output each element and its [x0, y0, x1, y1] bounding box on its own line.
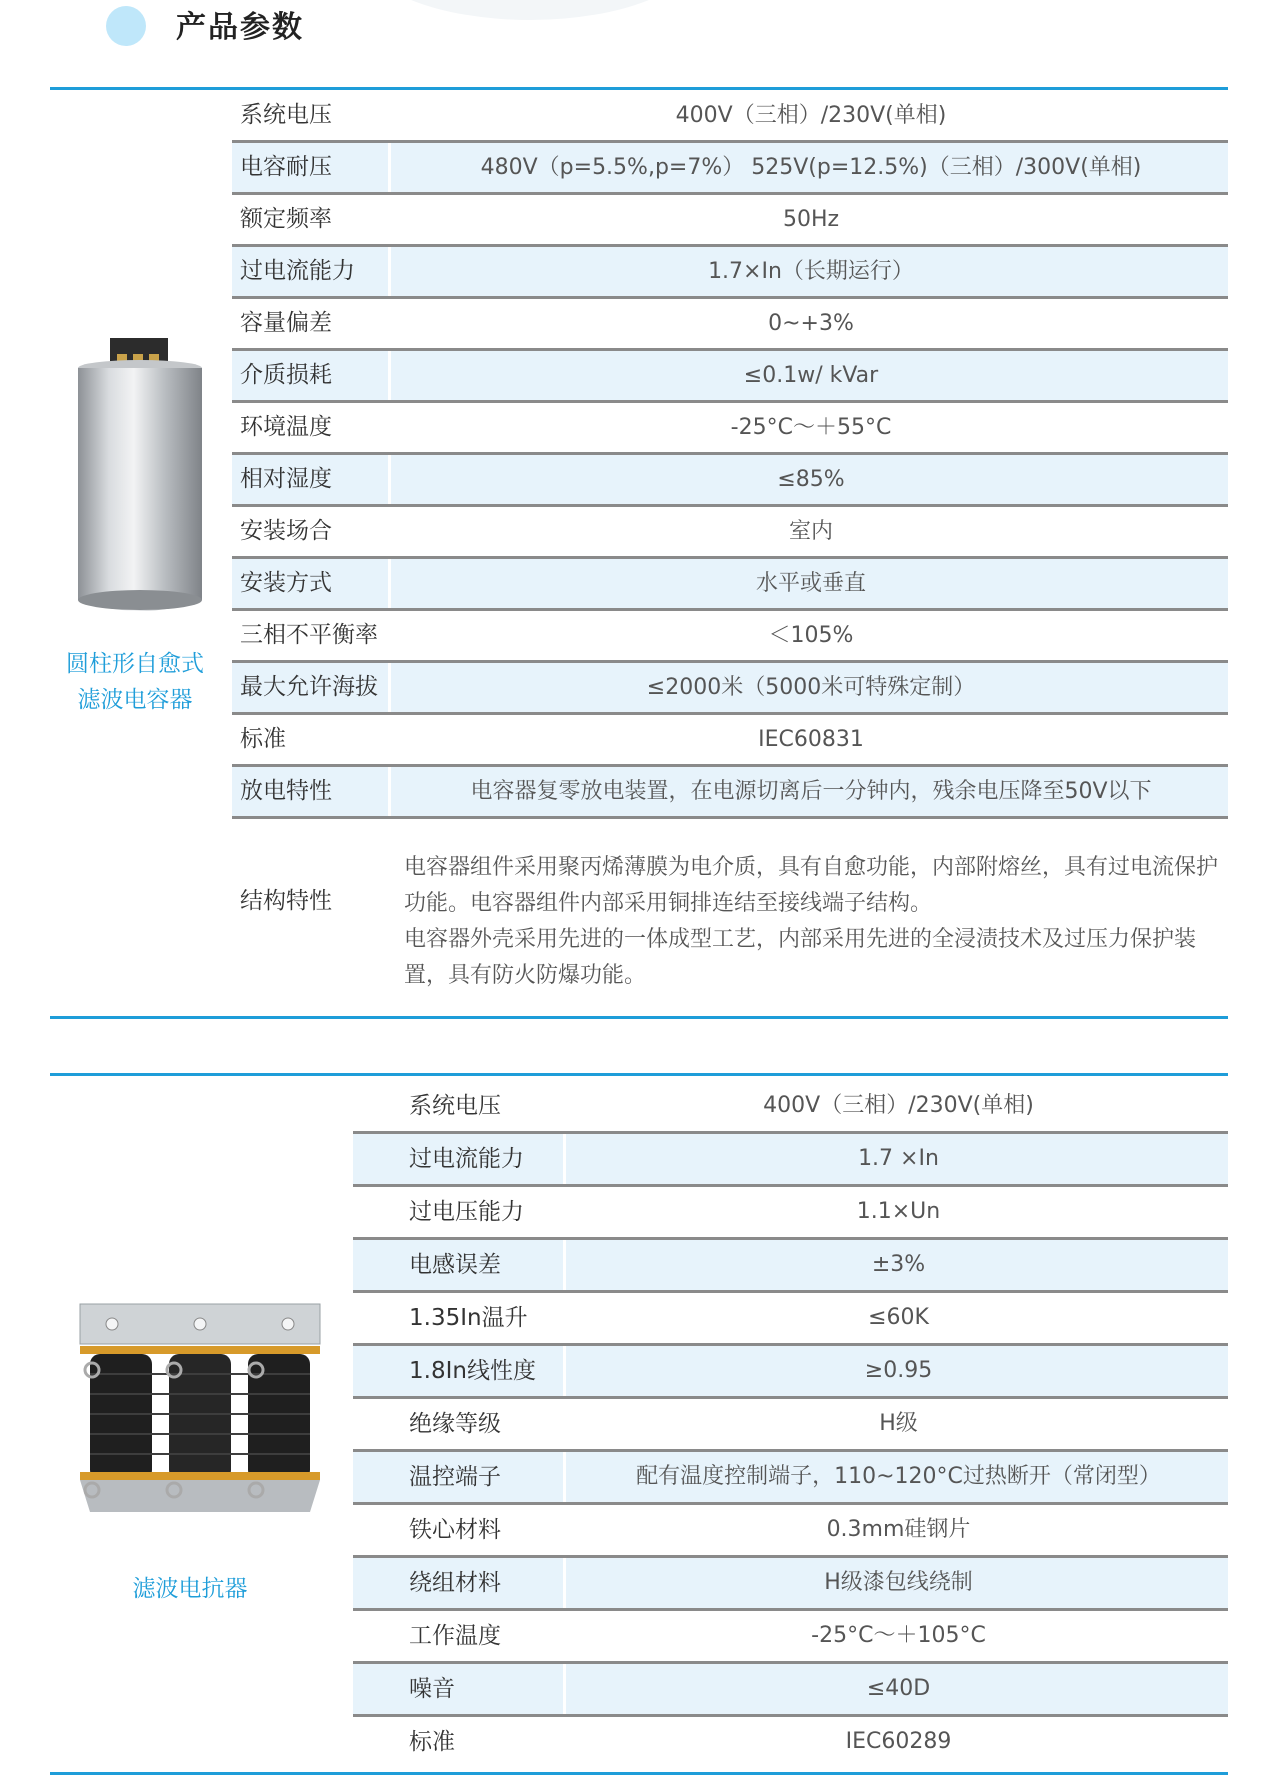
- spec-label: 容量偏差: [240, 310, 332, 336]
- spec-value: H级: [879, 1411, 918, 1436]
- title-dot-icon: [106, 6, 146, 46]
- spec-label: 系统电压: [409, 1093, 501, 1119]
- spec-label: 放电特性: [240, 778, 332, 804]
- spec-value: -25°C～＋55°C: [730, 415, 892, 440]
- spec-label: 标准: [240, 726, 286, 752]
- spec-value: H级漆包线绕制: [824, 1570, 973, 1595]
- reactor-image: [70, 1290, 330, 1520]
- spec-value: -25°C～＋105°C: [811, 1623, 986, 1648]
- spec-label: 电容耐压: [240, 154, 332, 180]
- section-divider-top: [50, 87, 1228, 90]
- capacitor-spec-table: [232, 91, 1228, 819]
- table-row: [353, 1452, 1228, 1505]
- spec-value: 0.3mm硅钢片: [826, 1517, 971, 1542]
- spec-value: ≥0.95: [864, 1358, 933, 1383]
- spec-label: 三相不平衡率: [240, 622, 378, 648]
- capacitor-caption-line2: 滤波电容器: [77, 687, 193, 713]
- table-row: [232, 351, 1228, 403]
- spec-label: 介质损耗: [240, 362, 332, 388]
- reactor-caption: 滤波电抗器: [132, 1576, 248, 1602]
- capacitor-caption: [50, 646, 220, 718]
- capacitor-caption-line1: 圆柱形自愈式: [66, 651, 204, 677]
- table-row: [232, 143, 1228, 195]
- spec-value: ≤85%: [777, 467, 845, 492]
- spec-value: IEC60289: [845, 1729, 952, 1754]
- spec-label: 相对湿度: [240, 466, 332, 492]
- table-row: [353, 1134, 1228, 1187]
- spec-label: 铁心材料: [409, 1517, 501, 1543]
- table-row: [353, 1505, 1228, 1558]
- spec-label: 最大允许海拔: [240, 674, 378, 700]
- table-row: [353, 1664, 1228, 1717]
- spec-label: 额定频率: [240, 206, 332, 232]
- spec-value: 50Hz: [782, 207, 840, 232]
- table-row: [353, 1558, 1228, 1611]
- spec-value: 0~+3%: [768, 311, 854, 336]
- spec-label: 绝缘等级: [409, 1411, 501, 1437]
- section-divider-reactor-top: [50, 1073, 1228, 1076]
- spec-value: 1.7×In（长期运行）: [708, 259, 914, 284]
- spec-value: 400V（三相）/230V(单相): [763, 1093, 1034, 1118]
- spec-label: 过电压能力: [409, 1199, 524, 1225]
- spec-value: ＜105%: [768, 623, 854, 648]
- section-divider-mid: [50, 1016, 1228, 1019]
- table-row: [232, 611, 1228, 663]
- spec-label: 噪音: [409, 1676, 455, 1702]
- spec-value: 水平或垂直: [755, 571, 866, 596]
- structure-description: [404, 850, 1224, 994]
- structure-label: 结构特性: [240, 888, 332, 914]
- spec-label: 安装场合: [240, 518, 332, 544]
- spec-label: 系统电压: [240, 102, 332, 128]
- table-row: [353, 1240, 1228, 1293]
- table-row: [232, 663, 1228, 715]
- spec-value: ≤40D: [866, 1676, 931, 1701]
- table-row: [232, 767, 1228, 819]
- table-row: [232, 299, 1228, 351]
- spec-value: IEC60831: [758, 727, 864, 752]
- spec-label: 1.8In线性度: [409, 1358, 536, 1384]
- spec-value: 电容器复零放电装置，在电源切离后一分钟内，残余电压降至50V以下: [470, 779, 1152, 804]
- spec-label: 绕组材料: [409, 1570, 501, 1596]
- table-row: [232, 507, 1228, 559]
- table-row: [353, 1399, 1228, 1452]
- table-row: [353, 1187, 1228, 1240]
- spec-value: 1.1×Un: [856, 1199, 941, 1224]
- spec-value: 480V（p=5.5%,p=7%） 525V(p=12.5%)（三相）/300V(单相): [480, 155, 1142, 180]
- capacitor-image: [70, 330, 210, 620]
- structure-para-2: 电容器外壳采用先进的一体成型工艺，内部采用先进的全浸渍技术及过压力保护装置，具有防火防爆功能。: [404, 927, 1197, 988]
- table-row: [232, 195, 1228, 247]
- spec-label: 安装方式: [240, 570, 332, 596]
- page-title: 产品参数: [176, 10, 304, 45]
- spec-value: 1.7 ×In: [858, 1146, 939, 1171]
- spec-label: 环境温度: [240, 414, 332, 440]
- spec-value: ±3%: [871, 1252, 926, 1277]
- reactor-spec-table: [353, 1081, 1228, 1767]
- spec-value: ≤0.1w/ kVar: [743, 363, 879, 388]
- spec-label: 过电流能力: [409, 1146, 524, 1172]
- header-decor-arc: [360, 0, 700, 20]
- spec-label: 温控端子: [409, 1464, 501, 1490]
- table-row: [232, 403, 1228, 455]
- spec-value: 配有温度控制端子，110~120°C过热断开（常闭型）: [636, 1464, 1161, 1489]
- section-divider-bottom: [50, 1772, 1228, 1775]
- spec-label: 过电流能力: [240, 258, 355, 284]
- spec-value: 室内: [788, 519, 833, 544]
- table-row: [232, 455, 1228, 507]
- table-row: [232, 715, 1228, 767]
- spec-label: 工作温度: [409, 1623, 501, 1649]
- table-row: [353, 1346, 1228, 1399]
- table-row: [353, 1611, 1228, 1664]
- table-row: [232, 247, 1228, 299]
- structure-para-1: 电容器组件采用聚丙烯薄膜为电介质，具有自愈功能，内部附熔丝，具有过电流保护功能。电容器组件内部采用铜排连结至接线端子结构。: [404, 855, 1219, 916]
- spec-value: ≤60K: [868, 1305, 929, 1330]
- table-row: [353, 1293, 1228, 1346]
- table-row: [232, 91, 1228, 143]
- table-row: [353, 1081, 1228, 1134]
- spec-value: 400V（三相）/230V(单相): [675, 103, 947, 128]
- table-row: [232, 559, 1228, 611]
- table-row: [353, 1717, 1228, 1767]
- spec-label: 标准: [409, 1729, 455, 1755]
- spec-label: 1.35In温升: [409, 1305, 528, 1331]
- spec-label: 电感误差: [409, 1252, 501, 1278]
- spec-value: ≤2000米（5000米可特殊定制）: [646, 675, 976, 700]
